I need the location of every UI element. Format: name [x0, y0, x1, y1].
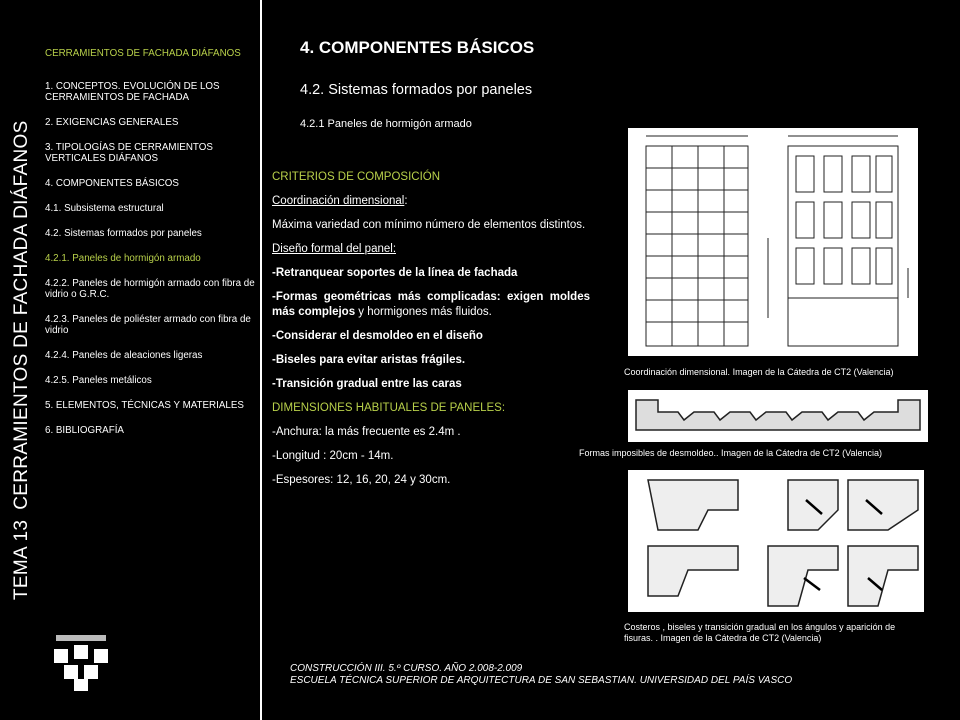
page-title: 4. COMPONENTES BÁSICOS — [300, 38, 535, 57]
nav-item-paneles-poliester[interactable]: 4.2.3. Paneles de poliéster armado con fibra de vidrio — [45, 314, 251, 336]
nav-item-componentes[interactable]: 4. COMPONENTES BÁSICOS — [45, 178, 179, 189]
footer-school: ESCUELA TÉCNICA SUPERIOR DE ARQUITECTURA DE SAN SEBASTIAN. UNIVERSIDAD DEL PAÍS VASCO — [290, 675, 793, 686]
vertical-title — [2, 120, 42, 600]
design-point-2-bold: -Formas geométricas más complicadas: exigen moldes más complejos — [272, 291, 590, 318]
criteria-heading: CRITERIOS DE COMPOSICIÓN — [272, 171, 441, 183]
footer — [290, 663, 792, 687]
nav-section-title[interactable]: CERRAMIENTOS DE FACHADA DIÁFANOS — [45, 48, 241, 59]
nav-item-conceptos[interactable]: 1. CONCEPTOS. EVOLUCIÓN DE LOS CERRAMIENTOS DE FACHADA — [45, 81, 220, 103]
sidebar-nav — [45, 48, 267, 450]
coord-text: Máxima variedad con mínimo número de elementos distintos. — [272, 219, 586, 231]
figure-2-caption: Formas imposibles de desmoldeo.. Imagen de la Cátedra de CT2 (Valencia) — [579, 448, 882, 458]
sidebar — [0, 0, 260, 720]
body-text — [272, 170, 590, 497]
dims-heading: DIMENSIONES HABITUALES DE PANELES: — [272, 402, 506, 414]
university-logo-icon — [52, 635, 114, 693]
nav-item-paneles-hormigon[interactable]: 4.2.1. Paneles de hormigón armado — [45, 253, 201, 264]
figure-1-caption: Coordinación dimensional. Imagen de la Cátedra de CT2 (Valencia) — [624, 367, 894, 377]
dim-espesores: -Espesores: 12, 16, 20, 24 y 30cm. — [272, 474, 451, 486]
demolding-figure — [628, 390, 928, 442]
dim-longitud: -Longitud : 20cm - 14m. — [272, 450, 394, 462]
vertical-title-name: CERRAMIENTOS DE FACHADA DIÁFANOS — [11, 120, 32, 510]
page-subtitle: 4.2. Sistemas formados por paneles — [300, 82, 533, 98]
dim-anchura: -Anchura: la más frecuente es 2.4m . — [272, 426, 461, 438]
nav-item-exigencias[interactable]: 2. EXIGENCIAS GENERALES — [45, 117, 179, 128]
design-point-5: -Transición gradual entre las caras — [272, 378, 462, 390]
design-point-1: -Retranquear soportes de la línea de fachada — [272, 267, 518, 279]
coord-heading-line — [272, 194, 590, 209]
nav-item-bibliografia[interactable]: 6. BIBLIOGRAFÍA — [45, 425, 124, 436]
facade-coordination-figure — [628, 128, 918, 356]
nav-item-elementos[interactable]: 5. ELEMENTOS, TÉCNICAS Y MATERIALES — [45, 400, 244, 411]
bevels-figure — [628, 470, 924, 612]
figure-3-caption: Costeros , biseles y transición gradual en los ángulos y aparición de fisuras. . Imagen de la Cátedra de CT2 (Valencia) — [624, 622, 896, 643]
nav-item-paneles-grc[interactable]: 4.2.2. Paneles de hormigón armado con fibra de vidrio o G.R.C. — [45, 278, 255, 300]
vertical-title-tema: TEMA 13 — [11, 519, 32, 600]
page-subsubtitle: 4.2.1 Paneles de hormigón armado — [300, 118, 472, 130]
footer-course: CONSTRUCCIÓN III. 5.º CURSO. AÑO 2.008-2.009 — [290, 663, 523, 674]
nav-item-sistemas-paneles[interactable]: 4.2. Sistemas formados por paneles — [45, 228, 202, 239]
sidebar-divider — [260, 0, 262, 720]
design-point-3: -Considerar el desmoldeo en el diseño — [272, 330, 483, 342]
nav-item-tipologias[interactable]: 3. TIPOLOGÍAS DE CERRAMIENTOS VERTICALES DIÁFANOS — [45, 142, 213, 164]
nav-item-subsistema[interactable]: 4.1. Subsistema estructural — [45, 203, 164, 214]
nav-item-paneles-aleaciones[interactable]: 4.2.4. Paneles de aleaciones ligeras — [45, 350, 203, 361]
design-point-2 — [272, 290, 590, 320]
nav-item-paneles-metalicos[interactable]: 4.2.5. Paneles metálicos — [45, 375, 152, 386]
coord-colon: : — [404, 195, 408, 207]
design-point-2-rest: y hormigones más fluidos. — [355, 306, 492, 318]
design-point-4: -Biseles para evitar aristas frágiles. — [272, 354, 466, 366]
design-heading: Diseño formal del panel: — [272, 243, 397, 255]
coord-heading: Coordinación dimensional — [272, 195, 405, 207]
